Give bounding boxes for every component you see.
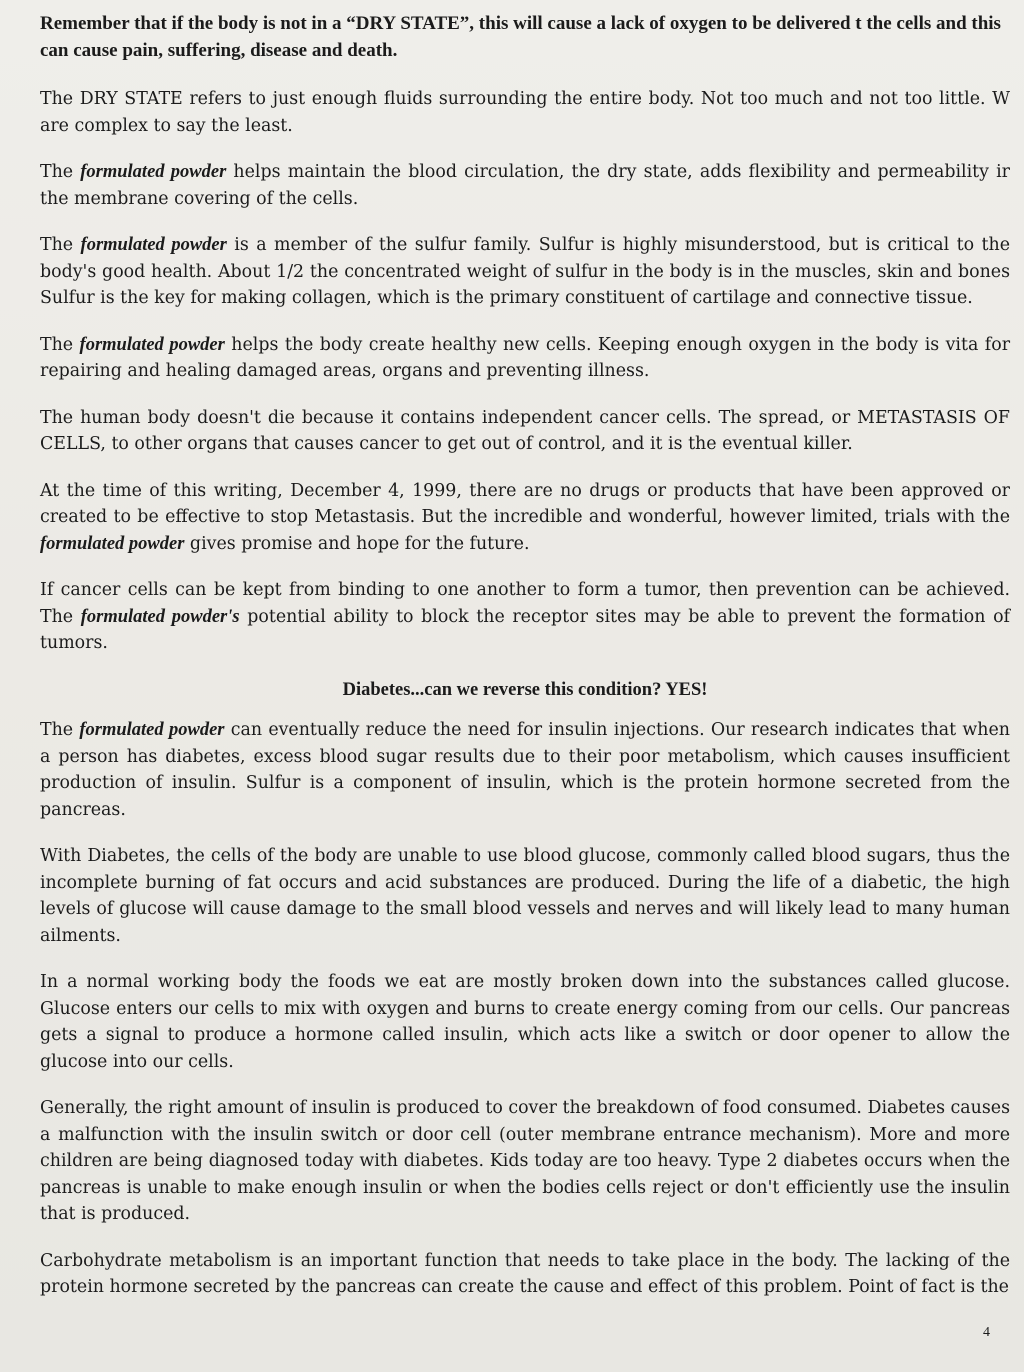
- paragraph-text: can eventually reduce the need for insulin injections. Our research indicates that when a person has diabetes, excess blood sugar results due to their poor metabolism, which causes insufficient production of insulin. Sulfur is a component of insulin, which is the protein hormone secreted from the pancreas.: [40, 720, 1011, 820]
- paragraph-blood-circulation: [40, 159, 1010, 212]
- paragraph-text: helps maintain the blood circulation, the dry state, adds flexibility and permeability ir the membrane covering of the cells.: [40, 162, 1010, 209]
- paragraph-text: gives promise and hope for the future.: [184, 533, 530, 554]
- paragraph-text: At the time of this writing, December 4, 1999, there are no drugs or products that have been approved or created to be effective to stop Metastasis. But the incredible and wonderful, however limited, trials with the: [40, 480, 1010, 527]
- paragraph-text: The: [40, 162, 81, 182]
- paragraph-text: The: [40, 235, 81, 255]
- paragraph-new-cells: [40, 332, 1010, 385]
- paragraph-writing-date: [40, 478, 1010, 558]
- paragraph-normal-body: In a normal working body the foods we eat are mostly broken down into the substances called glucose. Glucose enters our cells to mix with oxygen and burns to create energy coming from our cells. Our pancreas gets a signal to produce a hormone called insulin, which acts like a switch or door opener to allow the glucose into our cells.: [40, 972, 1010, 1072]
- paragraph-carbohydrate-metabolism: Carbohydrate metabolism is an important function that needs to take place in the body. The lacking of the protein hormone secreted by the pancreas can create the cause and effect of this problem. Point of fact is the: [40, 1250, 1010, 1297]
- paragraph-insulin-amount: Generally, the right amount of insulin is produced to cover the breakdown of food consumed. Diabetes causes a malfunction with the insulin switch or door cell (outer membrane entrance mechanism). More and more children are being diagnosed today with diabetes. Kids today are too heavy. Type 2 diabetes occurs when the pancreas is unable to make enough insulin or when the bodies cells reject or don't efficiently use the insulin that is produced.: [40, 1098, 1010, 1224]
- paragraph-text: is a member of the sulfur family. Sulfur is highly misunderstood, but is critical to the body's good health. About 1/2 the concentrated weight of sulfur in the body is in the muscles, skin and bones Sulfur is the key for making collagen, which is the primary constituent of cartilage and connective tissue.: [40, 235, 1011, 308]
- section-heading-diabetes: Diabetes...can we reverse this condition? YES!: [342, 679, 708, 700]
- paragraph-blood-glucose: With Diabetes, the cells of the body are unable to use blood glucose, commonly called blood sugars, thus the incomplete burning of fat occurs and acid substances are produced. During the life of a diabetic, the high levels of glucose will cause damage to the small blood vessels and nerves and will likely lead to many human ailments.: [40, 846, 1010, 946]
- paragraph-text: If cancer cells can be kept from binding to one another to form a tumor, then prevention can be achieved. The: [40, 580, 1010, 627]
- formulated-powder-term: formulated powder: [79, 334, 225, 355]
- formulated-powder-term: formulated powder: [79, 720, 225, 740]
- paragraph-text: The: [40, 720, 80, 740]
- formulated-powder-term: formulated powder's: [80, 606, 240, 627]
- intro-paragraph: Remember that if the body is not in a “DRY STATE”, this will cause a lack of oxygen to be delivered t the cells and this can cause pain, suffering, disease and death.: [40, 13, 1001, 61]
- paragraph-tumor-prevention: [40, 577, 1010, 657]
- formulated-powder-term: formulated powder: [40, 533, 185, 554]
- formulated-powder-term: formulated powder: [80, 162, 227, 182]
- paragraph-insulin-injections: [40, 717, 1010, 823]
- paragraph-metastasis: The human body doesn't die because it contains independent cancer cells. The spread, or METASTASIS OF CELLS, to other organs that causes cancer to get out of control, and it is the eventual killer.: [40, 407, 1010, 454]
- paragraph-text: potential ability to block the receptor sites may be able to prevent the formation of tumors.: [40, 606, 1010, 653]
- page-number: 4: [983, 1324, 990, 1340]
- paragraph-dry-state: The DRY STATE refers to just enough fluids surrounding the entire body. Not too much and not too little. W are complex to say the least.: [40, 89, 1010, 136]
- formulated-powder-term: formulated powder: [80, 235, 227, 255]
- paragraph-text: The: [40, 334, 80, 355]
- paragraph-sulfur: [40, 232, 1010, 312]
- paragraph-text: helps the body create healthy new cells. Keeping enough oxygen in the body is vita for repairing and healing damaged areas, organs and preventing illness.: [40, 334, 1011, 381]
